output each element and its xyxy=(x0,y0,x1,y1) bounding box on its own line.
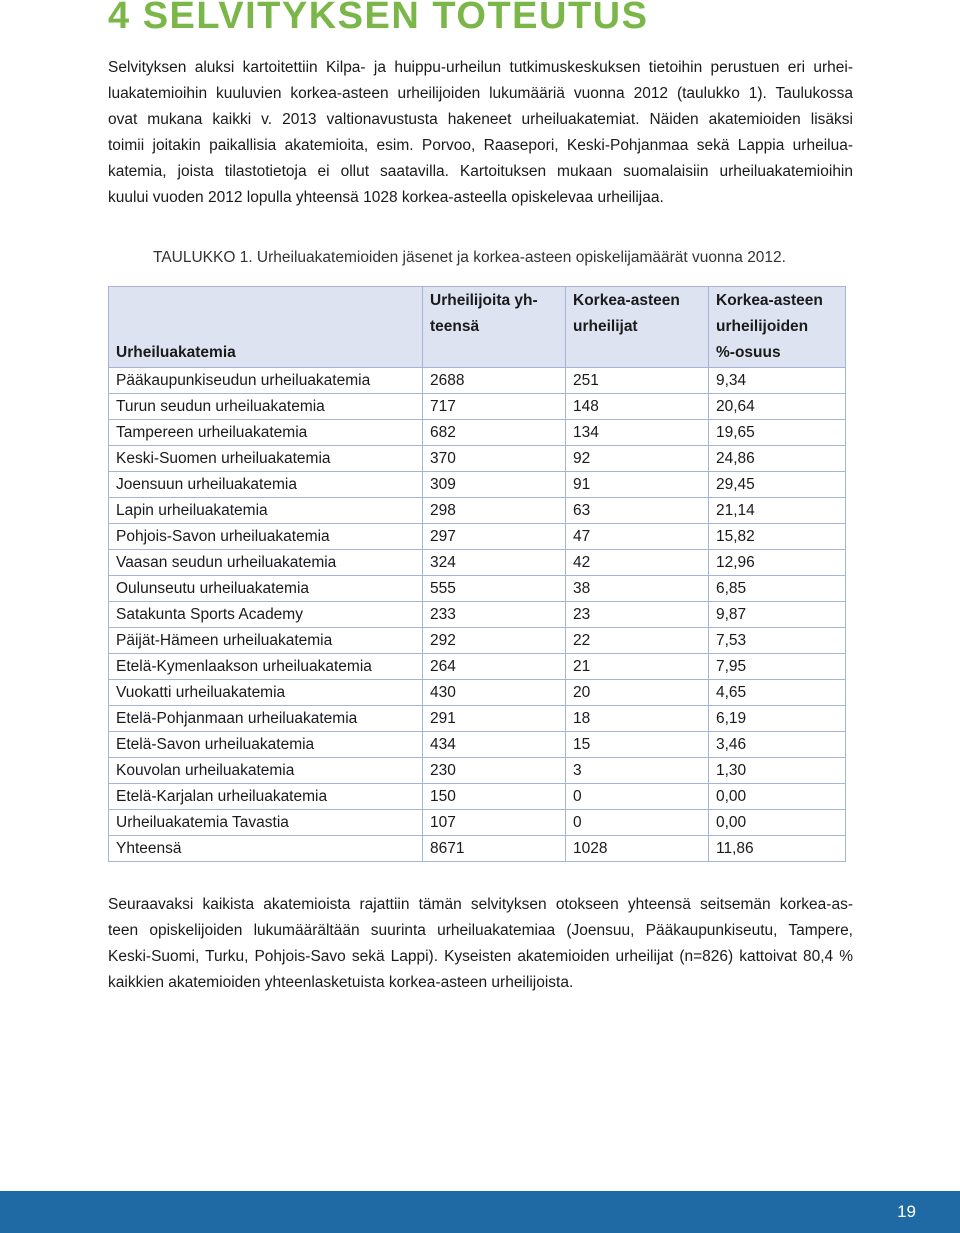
table-row xyxy=(109,550,846,576)
cell-academy: Pääkaupunkiseudun urheiluakatemia xyxy=(109,368,423,394)
header-higher-ed-share xyxy=(709,287,846,368)
academies-table xyxy=(108,286,846,862)
cell-higher-ed-share: 29,45 xyxy=(709,472,846,498)
cell-academy: Päijät-Hämeen urheiluakatemia xyxy=(109,628,423,654)
cell-higher-ed-athletes: 3 xyxy=(566,758,709,784)
cell-higher-ed-share: 11,86 xyxy=(709,836,846,862)
cell-higher-ed-athletes: 91 xyxy=(566,472,709,498)
table-row xyxy=(109,810,846,836)
cell-academy: Tampereen urheiluakatemia xyxy=(109,420,423,446)
table-row xyxy=(109,654,846,680)
cell-higher-ed-athletes: 21 xyxy=(566,654,709,680)
cell-academy: Joensuun urheiluakatemia xyxy=(109,472,423,498)
cell-higher-ed-athletes: 38 xyxy=(566,576,709,602)
intro-paragraph xyxy=(108,55,853,211)
cell-higher-ed-athletes: 42 xyxy=(566,550,709,576)
intro-line: luakatemioihin kuuluvien korkea-asteen urheilijoiden lukumääriä vuonna 2012 (taulukko 1). Taulukossa xyxy=(108,85,853,102)
cell-higher-ed-athletes: 63 xyxy=(566,498,709,524)
cell-total-athletes: 682 xyxy=(423,420,566,446)
cell-total-athletes: 2688 xyxy=(423,368,566,394)
cell-total-athletes: 324 xyxy=(423,550,566,576)
cell-higher-ed-share: 19,65 xyxy=(709,420,846,446)
cell-total-athletes: 434 xyxy=(423,732,566,758)
cell-academy: Pohjois-Savon urheiluakatemia xyxy=(109,524,423,550)
intro-line: ovat mukana kaikki v. 2013 valtionavustusta hakeneet urheiluakatemiat. Näiden akatemioiden lisäksi xyxy=(108,111,853,128)
table-row xyxy=(109,706,846,732)
cell-academy: Kouvolan urheiluakatemia xyxy=(109,758,423,784)
cell-higher-ed-share: 7,53 xyxy=(709,628,846,654)
cell-total-athletes: 107 xyxy=(423,810,566,836)
table-row xyxy=(109,836,846,862)
table-row xyxy=(109,628,846,654)
cell-higher-ed-share: 3,46 xyxy=(709,732,846,758)
cell-higher-ed-share: 0,00 xyxy=(709,810,846,836)
cell-higher-ed-athletes: 20 xyxy=(566,680,709,706)
cell-academy: Lapin urheiluakatemia xyxy=(109,498,423,524)
cell-total-athletes: 233 xyxy=(423,602,566,628)
cell-higher-ed-share: 7,95 xyxy=(709,654,846,680)
cell-higher-ed-athletes: 18 xyxy=(566,706,709,732)
table-body xyxy=(109,368,846,862)
table-row xyxy=(109,498,846,524)
cell-higher-ed-share: 20,64 xyxy=(709,394,846,420)
cell-total-athletes: 264 xyxy=(423,654,566,680)
header-line: urheilijat xyxy=(573,318,638,335)
cell-academy: Vuokatti urheiluakatemia xyxy=(109,680,423,706)
table-caption: TAULUKKO 1. Urheiluakatemioiden jäsenet ja korkea-asteen opiskelijamäärät vuonna 2012. xyxy=(153,249,786,266)
cell-higher-ed-athletes: 134 xyxy=(566,420,709,446)
cell-academy: Satakunta Sports Academy xyxy=(109,602,423,628)
intro-line: kuului vuoden 2012 lopulla yhteensä 1028 korkea-asteella opiskelevaa urheilijaa. xyxy=(108,189,664,206)
table-row xyxy=(109,472,846,498)
cell-higher-ed-athletes: 0 xyxy=(566,784,709,810)
cell-higher-ed-athletes: 22 xyxy=(566,628,709,654)
cell-higher-ed-athletes: 148 xyxy=(566,394,709,420)
cell-higher-ed-athletes: 92 xyxy=(566,446,709,472)
cell-academy: Keski-Suomen urheiluakatemia xyxy=(109,446,423,472)
header-line: teensä xyxy=(430,318,480,335)
cell-total-athletes: 230 xyxy=(423,758,566,784)
cell-higher-ed-athletes: 15 xyxy=(566,732,709,758)
outro-line: teen opiskelijoiden lukumäärältään suurinta urheiluakatemiaa (Joensuu, Pääkaupunkiseutu, Tampere, xyxy=(108,922,853,939)
header-total-athletes xyxy=(423,287,566,368)
cell-higher-ed-share: 15,82 xyxy=(709,524,846,550)
header-academy xyxy=(109,287,423,368)
table-row xyxy=(109,524,846,550)
table-row xyxy=(109,394,846,420)
cell-higher-ed-share: 12,96 xyxy=(709,550,846,576)
header-line: Urheiluakatemia xyxy=(116,344,236,361)
cell-higher-ed-share: 4,65 xyxy=(709,680,846,706)
table-row xyxy=(109,576,846,602)
header-line: %-osuus xyxy=(716,344,781,361)
cell-total-athletes: 291 xyxy=(423,706,566,732)
table-row xyxy=(109,680,846,706)
cell-higher-ed-share: 6,85 xyxy=(709,576,846,602)
table-row xyxy=(109,368,846,394)
table-row xyxy=(109,758,846,784)
header-line: Urheilijoita yh- xyxy=(430,292,538,309)
cell-higher-ed-share: 0,00 xyxy=(709,784,846,810)
header-line: urheilijoiden xyxy=(716,318,809,335)
cell-academy: Etelä-Pohjanmaan urheiluakatemia xyxy=(109,706,423,732)
header-line: Korkea-asteen xyxy=(716,292,823,309)
cell-higher-ed-share: 9,34 xyxy=(709,368,846,394)
cell-academy: Vaasan seudun urheiluakatemia xyxy=(109,550,423,576)
header-line: Korkea-asteen xyxy=(573,292,680,309)
cell-higher-ed-share: 6,19 xyxy=(709,706,846,732)
cell-higher-ed-athletes: 0 xyxy=(566,810,709,836)
cell-academy: Urheiluakatemia Tavastia xyxy=(109,810,423,836)
cell-total-athletes: 717 xyxy=(423,394,566,420)
cell-higher-ed-athletes: 23 xyxy=(566,602,709,628)
table-row xyxy=(109,784,846,810)
cell-higher-ed-athletes: 47 xyxy=(566,524,709,550)
header-higher-ed-athletes xyxy=(566,287,709,368)
cell-total-athletes: 555 xyxy=(423,576,566,602)
page-number: 19 xyxy=(897,1202,916,1221)
cell-total-athletes: 298 xyxy=(423,498,566,524)
table-row xyxy=(109,732,846,758)
cell-total-athletes: 430 xyxy=(423,680,566,706)
cell-total-athletes: 150 xyxy=(423,784,566,810)
intro-line: toimii joitakin paikallisia akatemioita, esim. Porvoo, Raasepori, Keski-Pohjanmaa sekä Lappia urheilua- xyxy=(108,137,853,154)
cell-academy: Turun seudun urheiluakatemia xyxy=(109,394,423,420)
section-heading: 4 SELVITYKSEN TOTEUTUS xyxy=(108,0,649,37)
intro-line: Selvityksen aluksi kartoitettiin Kilpa- ja huippu-urheilun tutkimuskeskuksen tietoihin perustuen eri urhei- xyxy=(108,59,853,76)
table-header-row xyxy=(109,287,846,368)
cell-academy: Etelä-Kymenlaakson urheiluakatemia xyxy=(109,654,423,680)
footer-bar xyxy=(0,1191,960,1233)
cell-academy: Yhteensä xyxy=(109,836,423,862)
cell-total-athletes: 297 xyxy=(423,524,566,550)
cell-total-athletes: 370 xyxy=(423,446,566,472)
cell-higher-ed-share: 21,14 xyxy=(709,498,846,524)
table-row xyxy=(109,446,846,472)
cell-higher-ed-athletes: 1028 xyxy=(566,836,709,862)
cell-higher-ed-share: 24,86 xyxy=(709,446,846,472)
outro-line: Seuraavaksi kaikista akatemioista rajattiin tämän selvityksen otokseen yhteensä seitsemän korkea-as- xyxy=(108,896,853,913)
cell-total-athletes: 292 xyxy=(423,628,566,654)
outro-paragraph xyxy=(108,892,853,996)
cell-higher-ed-share: 1,30 xyxy=(709,758,846,784)
intro-line: katemia, joista tilastotietoja ei ollut saatavilla. Kartoituksen mukaan suomalaisiin urheiluakatemioihin xyxy=(108,163,853,180)
cell-total-athletes: 8671 xyxy=(423,836,566,862)
cell-higher-ed-share: 9,87 xyxy=(709,602,846,628)
table-row xyxy=(109,420,846,446)
cell-academy: Etelä-Savon urheiluakatemia xyxy=(109,732,423,758)
cell-academy: Oulunseutu urheiluakatemia xyxy=(109,576,423,602)
cell-academy: Etelä-Karjalan urheiluakatemia xyxy=(109,784,423,810)
outro-line: Keski-Suomi, Turku, Pohjois-Savo sekä Lappi). Kyseisten akatemioiden urheilijat (n=826) kattoivat 80,4 % xyxy=(108,948,853,965)
outro-line: kaikkien akatemioiden yhteenlasketuista korkea-asteen urheilijoista. xyxy=(108,974,574,991)
cell-total-athletes: 309 xyxy=(423,472,566,498)
table-row xyxy=(109,602,846,628)
cell-higher-ed-athletes: 251 xyxy=(566,368,709,394)
